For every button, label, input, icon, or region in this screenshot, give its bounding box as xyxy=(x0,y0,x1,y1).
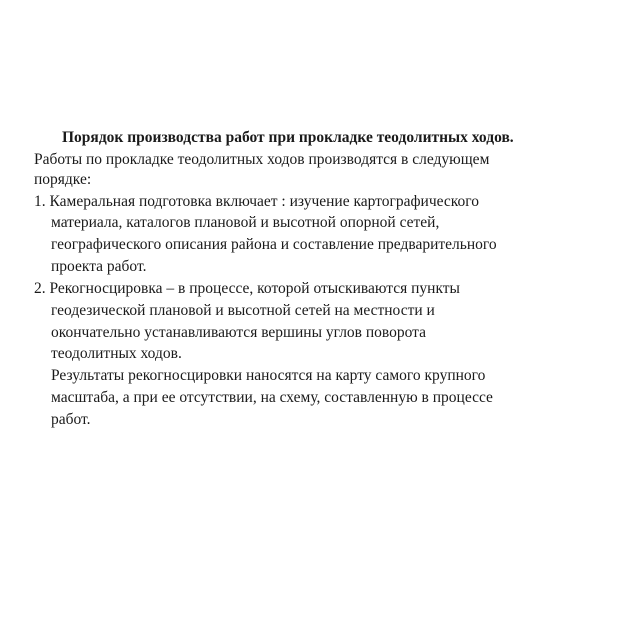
intro-line: Работы по прокладке теодолитных ходов производятся в следующем xyxy=(34,151,490,168)
list-item-1-line: проекта работ. xyxy=(51,258,147,275)
result-line: масштаба, а при ее отсутствии, на схему, составленную в процессе xyxy=(51,389,493,406)
list-item-1-line: географического описания района и составление предварительного xyxy=(51,236,497,253)
list-item-2-line: теодолитных ходов. xyxy=(51,345,182,362)
list-item-1-line: 1. Камеральная подготовка включает : изучение картографического xyxy=(34,193,479,210)
intro-line: порядке: xyxy=(34,171,92,188)
list-item-2-line: 2. Рекогносцировка – в процессе, которой отыскиваются пункты xyxy=(34,280,460,297)
list-item-2-line: геодезической плановой и высотной сетей на местности и xyxy=(51,302,435,319)
result-line: Результаты рекогносцировки наносятся на карту самого крупного xyxy=(51,367,486,384)
list-item-2-line: окончательно устанавливаются вершины углов поворота xyxy=(51,324,427,341)
result-line: работ. xyxy=(51,411,91,428)
list-item-1-line: материала, каталогов плановой и высотной опорной сетей, xyxy=(51,214,440,231)
document-title: Порядок производства работ при прокладке теодолитных ходов. xyxy=(62,129,514,146)
